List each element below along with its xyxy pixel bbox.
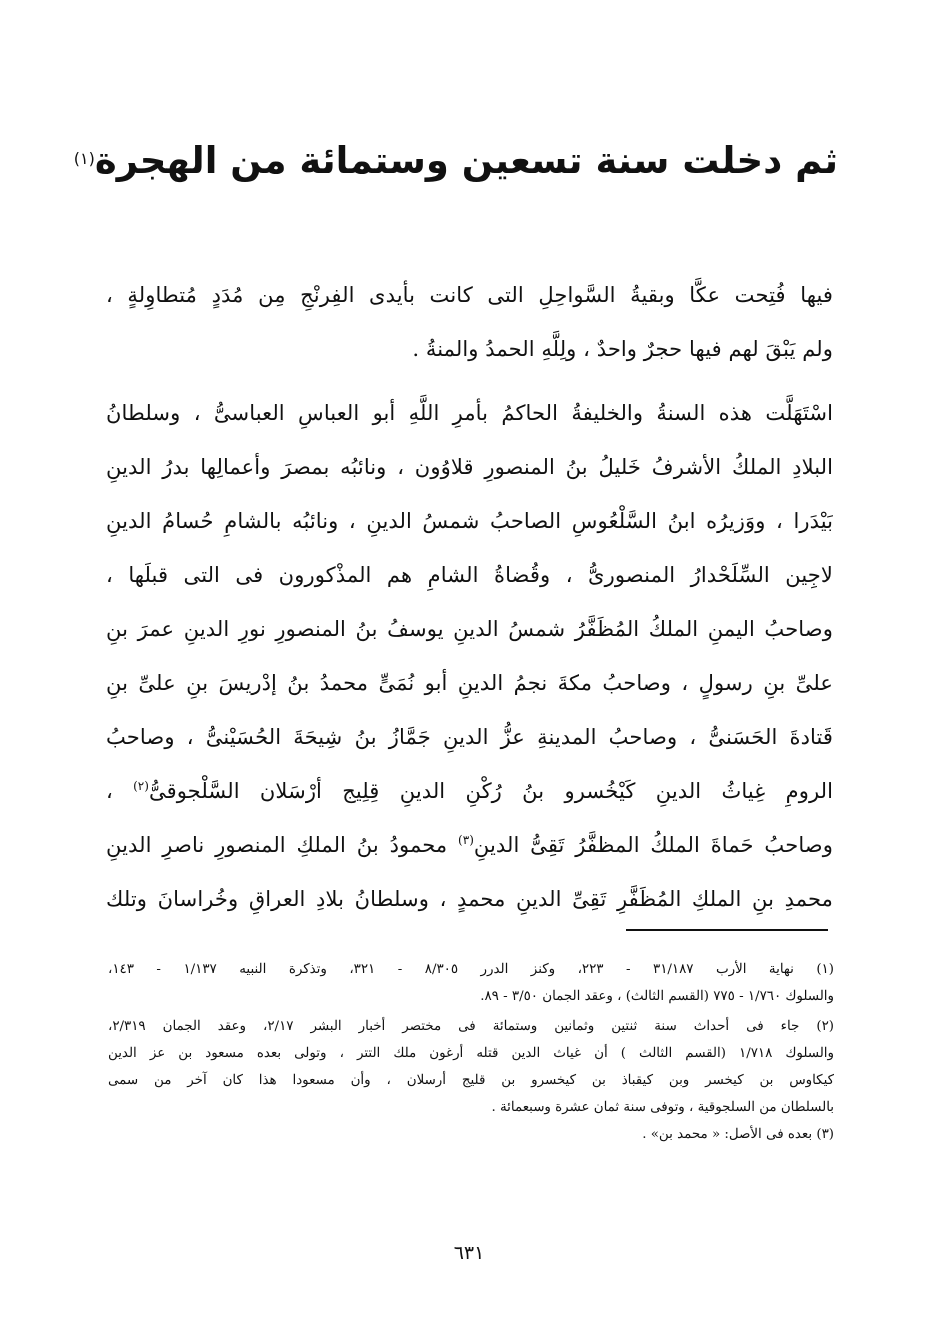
text-segment: ، xyxy=(106,778,134,803)
footnote-marker-3: (٣) xyxy=(458,832,474,847)
text-line: فيها فُتِحت عكَّا وبقيةُ السَّواحِلِ التى كانت بأيدى الفِرنْجِ مِن مُدَدٍ مُتطاوِلةٍ ، xyxy=(106,282,833,307)
footnote-line: والسلوك ١/٧١٨ (القسم الثالث ) أن غياث الدين قتله أرغون ملك التتر ، وتولى بعده مسعود بن عز الدين xyxy=(108,1046,834,1061)
paragraph-2 xyxy=(106,386,833,926)
footnote-separator xyxy=(626,929,828,931)
heading-footnote-marker: (١) xyxy=(73,149,95,168)
main-text xyxy=(106,268,833,926)
text-line: اسْتَهَلَّت هذه السنةُ والخليفةُ الحاكمُ بأمرِ اللَّهِ أبو العباسِ العباسىُّ ، وسلطانُ xyxy=(106,400,833,425)
footnote-1 xyxy=(108,956,834,1010)
page-number: ٦٣١ xyxy=(453,1242,485,1264)
text-line: وصاحبُ اليمنِ الملكُ المُظَفَّرُ شمسُ الدينِ يوسفُ بنُ المنصورِ نورِ الدينِ عمرَ بنِ xyxy=(106,616,833,641)
footnote-marker-2: (٢) xyxy=(133,778,149,793)
text-line: البلادِ الملكُ الأشرفُ خَليلُ بنُ المنصورِ قلاوُون ، ونائبُه بمصرَ وأعمالِها بدرُ الدينِ xyxy=(106,454,833,479)
text-line xyxy=(106,818,833,872)
text-line: محمدِ بنِ الملكِ المُظَفَّرِ تَقِىِّ الدينِ محمدٍ ، وسلطانُ بلادِ العراقِ وخُراسانَ وتلك xyxy=(106,886,833,911)
chapter-title: ثم دخلت سنة تسعين وستمائة من الهجرة xyxy=(94,139,838,182)
footnote-line: (١) نهاية الأرب ٣١/١٨٧ - ٢٢٣، وكنز الدرر ٨/٣٠٥ - ٣٢١، وتذكرة النبيه ١/١٣٧ - ١٤٣، xyxy=(108,962,834,977)
text-line: ولم يَبْقَ لهم فيها حجرٌ واحدٌ ، ولِلَّهِ الحمدُ والمنةُ . xyxy=(412,336,833,361)
text-line xyxy=(106,764,833,818)
footnote-line: والسلوك ١/٧٦٠ - ٧٧٥ (القسم الثالث) ، وعقد الجمان ٣/٥٠ - ٨٩. xyxy=(480,989,834,1004)
footnote-line: (٣) بعده فى الأصل: « محمد بن» . xyxy=(642,1127,834,1142)
text-segment: محمودُ بنُ الملكِ المنصورِ ناصرِ الدينِ xyxy=(106,832,459,857)
text-line: قَتادةَ الحَسَنىُّ ، وصاحبُ المدينةِ عزُّ الدينِ جَمَّازُ بنُ شِيحَةَ الحُسَيْنىُّ ، وصاحبُ xyxy=(106,724,833,749)
text-segment: الرومِ غِياثُ الدينِ كَيْخُسرو بنُ رُكْنِ الدينِ قِلِيج أرْسَلان السَّلْجوقىُّ xyxy=(148,778,833,803)
chapter-heading xyxy=(73,133,838,189)
footnotes xyxy=(108,956,834,1148)
footnote-3 xyxy=(108,1121,834,1148)
text-line: بَيْدَرا ، ووَزيرُه ابنُ السَّلْعُوسِ الصاحبُ شمسُ الدينِ ، ونائبُه بالشامِ حُسامُ الدينِ xyxy=(106,508,833,533)
footnote-line: كيكاوس بن كيخسر وبن كيقباذ بن كيخسرو بن قليج أرسلان ، وأن مسعودا هذا كان آخر من سمى xyxy=(108,1073,834,1088)
paragraph-1 xyxy=(106,268,833,376)
text-segment: وصاحبُ حَماةَ الملكُ المظفَّرُ تَقِىُّ الدينِ xyxy=(473,832,833,857)
footnote-2 xyxy=(108,1013,834,1121)
text-line: لاجِين السِّلَحْدارُ المنصورىُّ ، وقُضاةُ الشامِ هم المذْكورون فى التى قبلَها ، xyxy=(106,562,833,587)
footnote-line: بالسلطان من السلجوقية ، وتوفى سنة ثمان عشرة وسبعمائة . xyxy=(491,1100,834,1115)
text-line: علىِّ بنِ رسولٍ ، وصاحبُ مكةَ نجمُ الدينِ أبو نُمَىٍّ محمدُ بنُ إدْريسَ بنِ علىِّ بنِ xyxy=(106,670,833,695)
footnote-line: (٢) جاء فى أحداث سنة ثنتين وثمانين وستمائة فى مختصر أخبار البشر ٢/١٧، وعقد الجمان ٢/٣١٩، xyxy=(108,1019,834,1034)
